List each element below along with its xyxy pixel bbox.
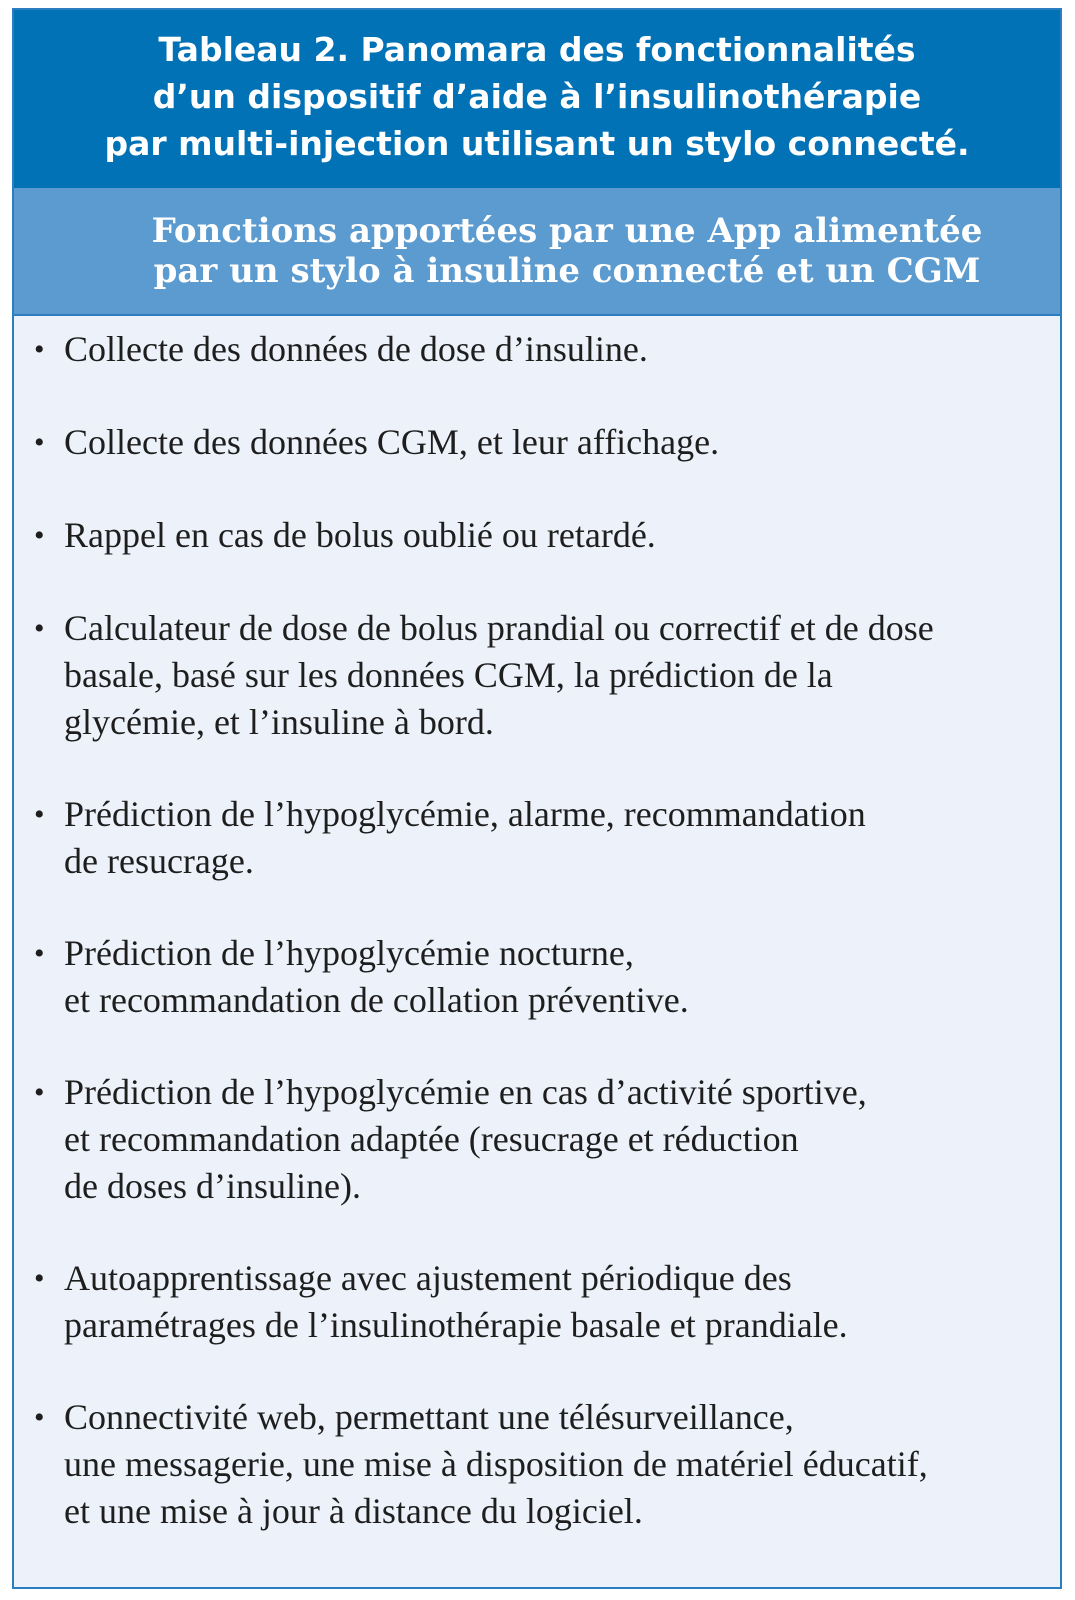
list-item-line: basale, basé sur les données CGM, la prédiction de la xyxy=(64,655,833,695)
list-item xyxy=(34,1069,1054,1210)
title-line: par multi-injection utilisant un stylo connecté. xyxy=(104,124,970,163)
list-item xyxy=(34,1394,1054,1535)
list-item-line: Calculateur de dose de bolus prandial ou correctif et de dose xyxy=(64,608,934,648)
list-item xyxy=(34,791,1054,885)
list-item-line: Collecte des données CGM, et leur affichage. xyxy=(64,422,720,462)
bullet-icon: • xyxy=(34,937,45,970)
list-item-line: et recommandation de collation préventive. xyxy=(64,980,689,1020)
list-item-line: Connectivité web, permettant une télésurveillance, xyxy=(64,1397,794,1437)
list-item-line: Rappel en cas de bolus oublié ou retardé. xyxy=(64,515,656,555)
list-item xyxy=(34,605,1054,746)
list-item-line: Autoapprentissage avec ajustement périodique des xyxy=(64,1258,792,1298)
list-item-line: glycémie, et l’insuline à bord. xyxy=(64,702,494,742)
title-line: Tableau 2. Panomara des fonctionnalités xyxy=(158,30,916,69)
bullet-icon: • xyxy=(34,1076,45,1109)
list-item-line: de resucrage. xyxy=(64,841,254,881)
list-item-line: Prédiction de l’hypoglycémie nocturne, xyxy=(64,933,634,973)
column-header-line: Fonctions apportées par une App alimentée xyxy=(151,211,983,251)
list-item xyxy=(34,930,1054,1024)
list-item-line: Collecte des données de dose d’insuline. xyxy=(64,329,648,369)
list-item-line: Prédiction de l’hypoglycémie, alarme, recommandation xyxy=(64,794,866,834)
list-item xyxy=(34,419,1054,466)
list-item-line: et une mise à jour à distance du logiciel. xyxy=(64,1491,643,1531)
feature-table xyxy=(12,8,1062,1589)
bullet-icon: • xyxy=(34,519,45,552)
list-item xyxy=(34,326,1054,373)
table-title xyxy=(14,10,1060,188)
list-item xyxy=(34,512,1054,559)
bullet-icon: • xyxy=(34,1262,45,1295)
list-item-line: de doses d’insuline). xyxy=(64,1166,361,1206)
list-item-line: et recommandation adaptée (resucrage et réduction xyxy=(64,1119,799,1159)
bullet-icon: • xyxy=(34,333,45,366)
list-item-line: Prédiction de l’hypoglycémie en cas d’activité sportive, xyxy=(64,1072,867,1112)
list-item-line: paramétrages de l’insulinothérapie basale et prandiale. xyxy=(64,1305,848,1345)
column-header xyxy=(14,188,1060,316)
bullet-icon: • xyxy=(34,1401,45,1434)
list-item-line: une messagerie, une mise à disposition de matériel éducatif, xyxy=(64,1444,928,1484)
bullet-icon: • xyxy=(34,798,45,831)
title-line: d’un dispositif d’aide à l’insulinothérapie xyxy=(152,77,922,116)
column-header-line: par un stylo à insuline connecté et un CGM xyxy=(153,251,981,291)
list-item xyxy=(34,1255,1054,1349)
bullet-icon: • xyxy=(34,426,45,459)
bullet-icon: • xyxy=(34,612,45,645)
